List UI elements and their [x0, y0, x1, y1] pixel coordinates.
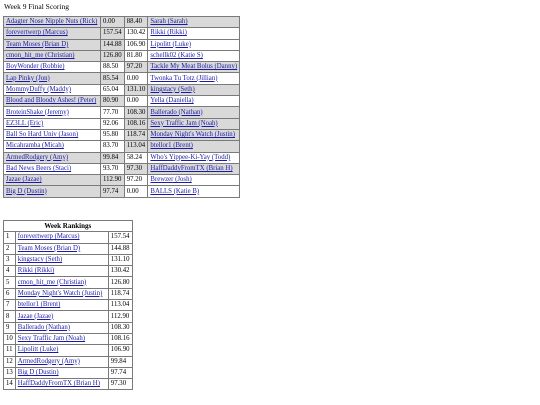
rank-team-link[interactable]: Team Moses (Brian D)	[17, 244, 81, 252]
team2-link[interactable]: Sexy Traffic Jam (Noah)	[150, 119, 218, 127]
rank-team-cell	[15, 379, 108, 390]
rank-points: 126.80	[108, 277, 132, 288]
ranking-row	[4, 345, 133, 356]
matchup-row	[4, 118, 240, 129]
team2-link[interactable]: BALLS (Katie B)	[150, 187, 200, 195]
rank-team-cell	[15, 345, 108, 356]
team2-cell	[148, 186, 240, 197]
team1-link[interactable]: Jazae (Jazae)	[6, 176, 42, 184]
score2-cell: 88.40	[124, 17, 148, 28]
score1-cell: 157.54	[101, 28, 125, 39]
team2-link[interactable]: kingstacy (Seth)	[150, 85, 195, 93]
matchup-row	[4, 129, 240, 140]
team1-link[interactable]: Lap Pinky (Jon)	[6, 74, 50, 82]
rank-points: 97.30	[108, 379, 132, 390]
score2-cell: 118.74	[124, 129, 148, 140]
team2-cell	[148, 17, 240, 28]
team1-cell	[4, 96, 101, 107]
team2-cell	[148, 96, 240, 107]
rank-team-link[interactable]: btellor1 (Brent)	[17, 301, 61, 309]
team2-link[interactable]: Brewzer (Josh)	[150, 176, 192, 184]
team2-link[interactable]: Yella (Daniella)	[150, 97, 194, 105]
score2-cell: 97.20	[124, 175, 148, 186]
matchups-table	[3, 16, 240, 198]
team1-cell	[4, 62, 101, 73]
score1-cell: 65.04	[101, 84, 125, 95]
team1-cell	[4, 152, 101, 163]
team2-cell	[148, 50, 240, 61]
team2-cell	[148, 62, 240, 73]
score1-cell: 80.90	[101, 96, 125, 107]
team1-cell	[4, 107, 101, 118]
rank-points: 144.88	[108, 243, 132, 254]
matchup-row	[4, 141, 240, 152]
team1-link[interactable]: EZ3LL (Eric)	[6, 119, 44, 127]
rankings-header-row	[4, 221, 133, 232]
team2-cell	[148, 73, 240, 84]
rank-team-link[interactable]: Sexy Traffic Jam (Noah)	[17, 335, 86, 343]
score2-cell: 0.00	[124, 96, 148, 107]
team1-cell	[4, 175, 101, 186]
score2-cell: 81.80	[124, 50, 148, 61]
rankings-heading: Week Rankings	[4, 221, 133, 232]
team2-cell	[148, 152, 240, 163]
matchup-row	[4, 107, 240, 118]
team2-link[interactable]: Ballerado (Nathan)	[150, 108, 203, 116]
rank-number: 2	[4, 243, 16, 254]
score1-cell: 0.00	[101, 17, 125, 28]
rank-team-cell	[15, 243, 108, 254]
rank-team-cell	[15, 300, 108, 311]
team2-link[interactable]: Twonka Tu Totz (Jillian)	[150, 74, 218, 82]
matchup-row	[4, 163, 240, 174]
rank-team-link[interactable]: Ballerado (Nathan)	[17, 323, 71, 331]
score1-cell: 93.70	[101, 163, 125, 174]
team1-link[interactable]: Team Moses (Brian D)	[6, 40, 69, 48]
matchup-row	[4, 39, 240, 50]
rank-number: 11	[4, 345, 16, 356]
team1-cell	[4, 17, 101, 28]
rank-team-link[interactable]: kingstacy (Seth)	[17, 256, 63, 264]
score1-cell: 97.74	[101, 186, 125, 197]
rankings-table-body	[4, 232, 133, 390]
rank-team-cell	[15, 288, 108, 299]
team1-link[interactable]: BroteinShake (Jeremy)	[6, 108, 69, 116]
team1-link[interactable]: Blood and Bloody Ashes! (Peter)	[6, 97, 97, 105]
rank-number: 6	[4, 288, 16, 299]
rank-number: 3	[4, 254, 16, 265]
rank-points: 99.84	[108, 356, 132, 367]
week-rankings-table	[3, 220, 133, 390]
team1-link[interactable]: cmon_hit_me (Christian)	[6, 52, 75, 60]
rank-points: 112.90	[108, 311, 132, 322]
team2-cell	[148, 141, 240, 152]
team1-link[interactable]: Adagter Nose Nipple Nuts (Rick)	[6, 18, 98, 26]
rank-points: 108.16	[108, 333, 132, 344]
team2-cell	[148, 84, 240, 95]
team1-cell	[4, 118, 101, 129]
score2-cell: 113.04	[124, 141, 148, 152]
team1-link[interactable]: BoyWonder (Robbie)	[6, 63, 65, 71]
team2-link[interactable]: Who's Yippee-Ki-Yay (Todd)	[150, 153, 231, 161]
rank-number: 10	[4, 333, 16, 344]
ranking-row	[4, 356, 133, 367]
matchup-row	[4, 17, 240, 28]
team2-cell	[148, 39, 240, 50]
rank-number: 8	[4, 311, 16, 322]
team1-link[interactable]: Micahramba (Micah)	[6, 142, 64, 150]
team1-cell	[4, 73, 101, 84]
rank-team-cell	[15, 322, 108, 333]
team1-cell	[4, 129, 101, 140]
rank-number: 12	[4, 356, 16, 367]
matchup-row	[4, 28, 240, 39]
matchup-row	[4, 50, 240, 61]
score2-cell: 131.10	[124, 84, 148, 95]
team1-cell	[4, 50, 101, 61]
rank-team-cell	[15, 367, 108, 378]
rank-number: 5	[4, 277, 16, 288]
score2-cell: 0.00	[124, 73, 148, 84]
ranking-row	[4, 300, 133, 311]
rank-number: 13	[4, 367, 16, 378]
rank-team-cell	[15, 232, 108, 243]
score2-cell: 97.30	[124, 163, 148, 174]
rank-team-link[interactable]: HaffDaddyFromTX (Brian H)	[17, 380, 100, 388]
team1-link[interactable]: ArmedRodgery (Amy)	[6, 153, 69, 161]
team2-link[interactable]: Sarah (Sarah)	[150, 18, 188, 26]
score2-cell: 0.00	[124, 186, 148, 197]
team2-cell	[148, 175, 240, 186]
rank-team-cell	[15, 277, 108, 288]
page-title: Week 9 Final Scoring	[4, 2, 70, 11]
rank-team-link[interactable]: cmon_hit_me (Christian)	[17, 278, 87, 286]
ranking-row	[4, 277, 133, 288]
ranking-row	[4, 333, 133, 344]
ranking-row	[4, 243, 133, 254]
team1-cell	[4, 84, 101, 95]
rank-team-link[interactable]: Big D (Dustin)	[17, 369, 59, 376]
team2-link[interactable]: Tackle My Meat Bolus (Danny)	[150, 63, 238, 71]
score1-cell: 92.06	[101, 118, 125, 129]
team1-link[interactable]: Big D (Dustin)	[6, 187, 47, 195]
team1-link[interactable]: MommyDuffy (Maddy)	[6, 85, 72, 93]
ranking-row	[4, 322, 133, 333]
ranking-row	[4, 232, 133, 243]
matchup-row	[4, 84, 240, 95]
matchup-row	[4, 186, 240, 197]
rank-number: 14	[4, 379, 16, 390]
rank-number: 1	[4, 232, 16, 243]
score1-cell: 144.88	[101, 39, 125, 50]
team2-cell	[148, 129, 240, 140]
score1-cell: 112.90	[101, 175, 125, 186]
rank-team-cell	[15, 356, 108, 367]
team1-link[interactable]: forevertwerp (Marcus)	[6, 29, 68, 37]
matchup-row	[4, 175, 240, 186]
score2-cell: 106.90	[124, 39, 148, 50]
rank-points: 118.74	[108, 288, 132, 299]
team1-cell	[4, 141, 101, 152]
rank-team-cell	[15, 311, 108, 322]
rank-team-link[interactable]: Monday Night's Watch (Justin)	[17, 289, 103, 297]
rank-team-cell	[15, 333, 108, 344]
ranking-row	[4, 266, 133, 277]
team2-cell	[148, 118, 240, 129]
rank-number: 4	[4, 266, 16, 277]
team2-link[interactable]: Lipolitt (Luke)	[150, 40, 191, 48]
team1-cell	[4, 186, 101, 197]
matchups-table-body	[4, 17, 240, 198]
ranking-row	[4, 379, 133, 390]
rank-team-link[interactable]: ArmedRodgery (Amy)	[17, 357, 80, 365]
matchup-row	[4, 73, 240, 84]
team2-cell	[148, 107, 240, 118]
team1-link[interactable]: Bad News Beers (Staci)	[6, 165, 72, 172]
matchup-row	[4, 96, 240, 107]
rank-points: 106.90	[108, 345, 132, 356]
rank-points: 130.42	[108, 266, 132, 277]
score2-cell: 108.16	[124, 118, 148, 129]
rank-team-link[interactable]: Lipolitt (Luke)	[17, 346, 59, 354]
score1-cell: 85.54	[101, 73, 125, 84]
rank-number: 9	[4, 322, 16, 333]
team1-cell	[4, 163, 101, 174]
rank-points: 97.74	[108, 367, 132, 378]
team1-cell	[4, 39, 101, 50]
ranking-row	[4, 367, 133, 378]
score1-cell: 83.70	[101, 141, 125, 152]
score1-cell: 77.70	[101, 107, 125, 118]
team2-link[interactable]: HaffDaddyFromTX (Brian H)	[150, 165, 233, 172]
rank-points: 108.30	[108, 322, 132, 333]
ranking-row	[4, 311, 133, 322]
rank-points: 131.10	[108, 254, 132, 265]
rank-points: 157.54	[108, 232, 132, 243]
rank-team-link[interactable]: Rikki (Rikki)	[17, 267, 55, 275]
team2-cell	[148, 28, 240, 39]
team2-link[interactable]: btellor1 (Brent)	[150, 142, 193, 150]
rank-team-link[interactable]: forevertwerp (Marcus)	[17, 233, 80, 241]
rank-team-link[interactable]: Jazae (Jazae)	[17, 312, 54, 320]
team2-link[interactable]: Monday Night's Watch (Justin)	[150, 131, 235, 139]
rank-points: 113.04	[108, 300, 132, 311]
score1-cell: 126.80	[101, 50, 125, 61]
rank-number: 7	[4, 300, 16, 311]
team2-link[interactable]: Rikki (Rikki)	[150, 29, 187, 37]
score2-cell: 130.42	[124, 28, 148, 39]
ranking-row	[4, 254, 133, 265]
ranking-row	[4, 288, 133, 299]
score1-cell: 88.50	[101, 62, 125, 73]
team1-link[interactable]: Ball So Hard Univ (Jason)	[6, 131, 79, 139]
team1-cell	[4, 28, 101, 39]
score2-cell: 97.20	[124, 62, 148, 73]
team2-cell	[148, 163, 240, 174]
score2-cell: 58.24	[124, 152, 148, 163]
rank-team-cell	[15, 266, 108, 277]
score1-cell: 95.80	[101, 129, 125, 140]
score2-cell: 108.30	[124, 107, 148, 118]
team2-link[interactable]: schellk02 (Katie S)	[150, 52, 203, 60]
matchup-row	[4, 62, 240, 73]
score1-cell: 99.84	[101, 152, 125, 163]
matchup-row	[4, 152, 240, 163]
rank-team-cell	[15, 254, 108, 265]
